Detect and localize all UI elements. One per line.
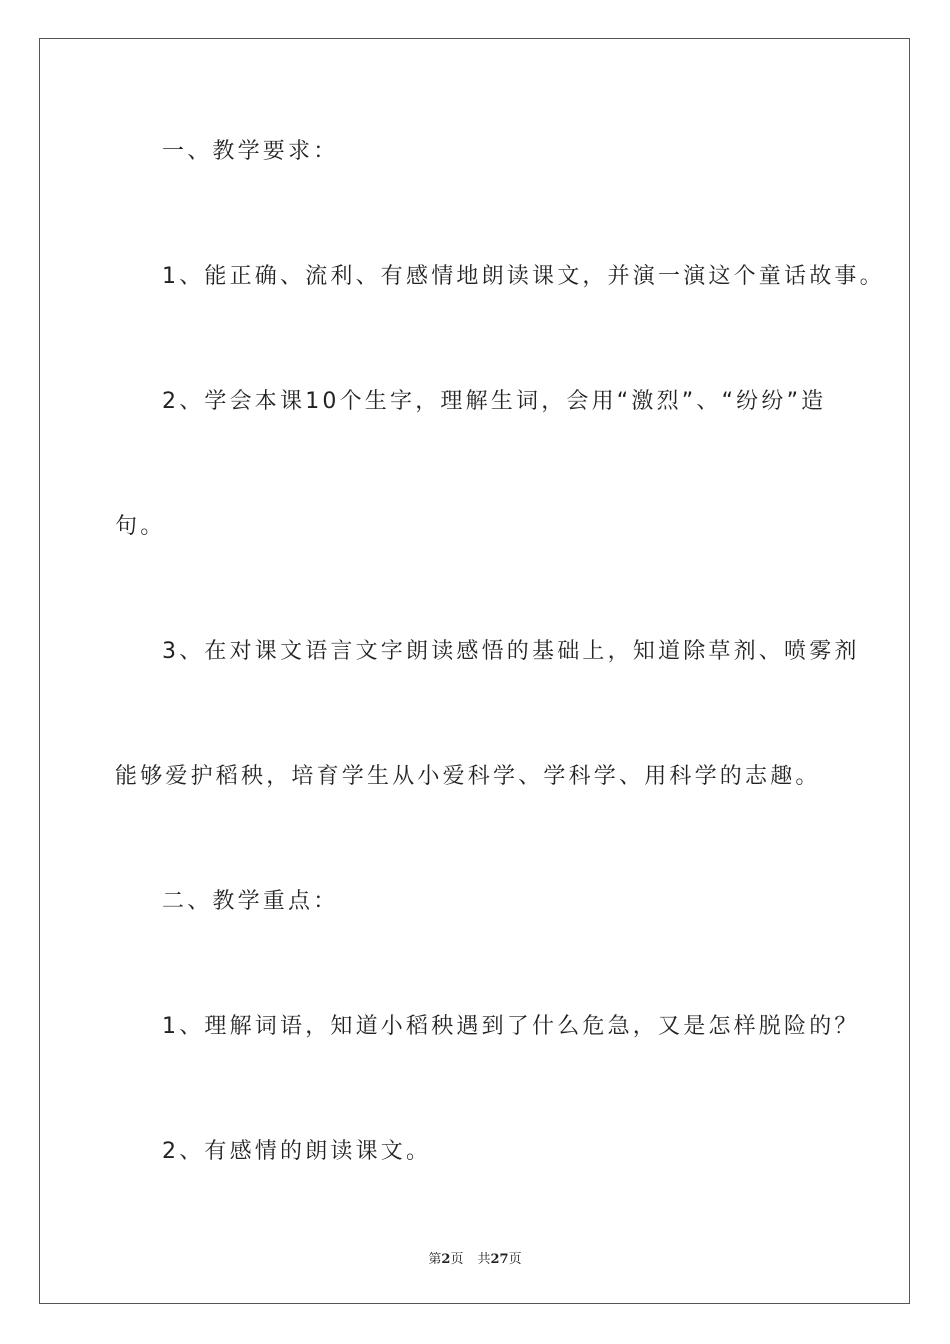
section-heading-key-points: 二、教学重点： [162, 889, 339, 914]
requirement-item-3-line-1: 3、在对课文语言文字朗读感悟的基础上，知道除草剂、喷雾剂 [162, 639, 860, 664]
page-suffix: 页 [450, 1252, 464, 1267]
requirement-item-2-line-1: 2、学会本课10个生字，理解生词，会用“激烈”、“纷纷”造 [162, 389, 827, 414]
key-point-item-2: 2、有感情的朗读课文。 [162, 1139, 432, 1164]
page-footer [0, 1248, 950, 1267]
page-number: 2 [441, 1252, 451, 1267]
requirement-item-2-line-2: 句。 [115, 514, 166, 539]
section-heading-requirements: 一、教学要求： [162, 139, 339, 164]
page-prefix: 第 [428, 1252, 442, 1267]
requirement-item-1: 1、能正确、流利、有感情地朗读课文，并演一演这个童话故事。 [162, 264, 885, 289]
page-border [39, 38, 910, 1304]
total-pages: 27 [490, 1252, 509, 1267]
total-suffix: 页 [508, 1252, 522, 1267]
total-prefix: 共 [477, 1252, 491, 1267]
key-point-item-1: 1、理解词语，知道小稻秧遇到了什么危急，又是怎样脱险的？ [162, 1014, 860, 1039]
requirement-item-3-line-2: 能够爱护稻秧，培育学生从小爱科学、学科学、用科学的志趣。 [115, 764, 821, 789]
